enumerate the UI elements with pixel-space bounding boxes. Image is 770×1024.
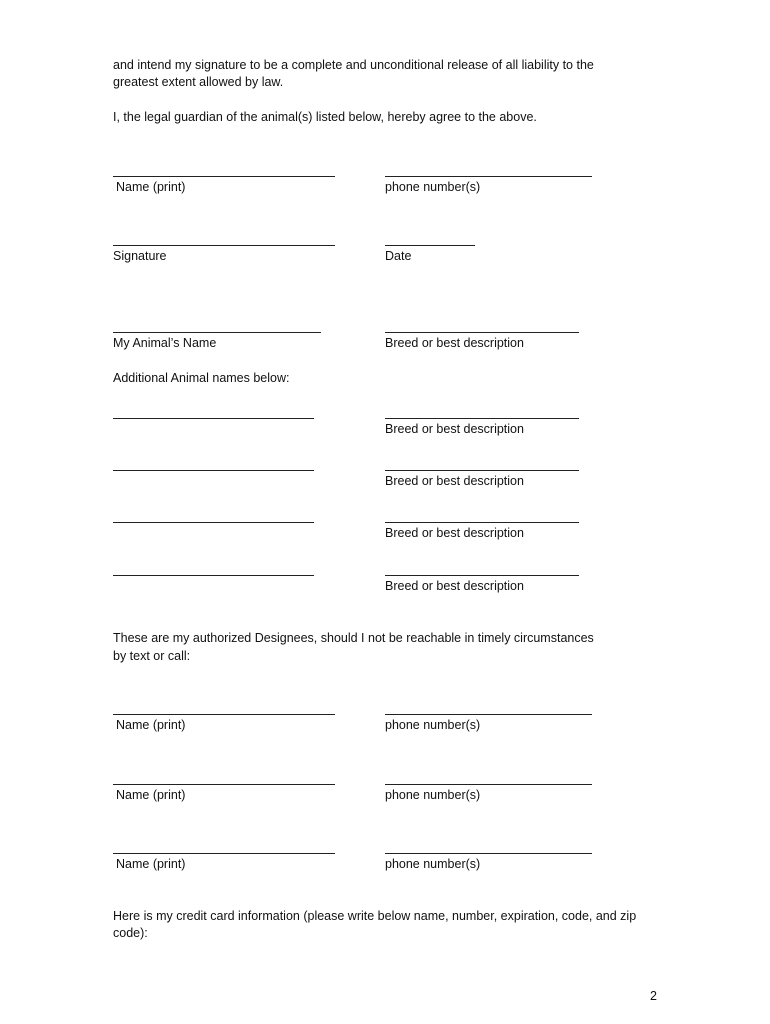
additional-animal-breed-label: Breed or best description — [385, 474, 524, 488]
designee-name-field[interactable] — [113, 714, 335, 715]
additional-animal-breed-label: Breed or best description — [385, 422, 524, 436]
credit-card-text-line-1: Here is my credit card information (please write below name, number, expiration, code, and zip — [113, 909, 637, 923]
designee-name-label: Name (print) — [116, 788, 186, 802]
additional-animal-breed-field[interactable] — [385, 470, 579, 471]
credit-card-text-line-2: code): — [113, 926, 148, 940]
designee-phone-label: phone number(s) — [385, 857, 481, 871]
additional-animal-breed-field[interactable] — [385, 575, 579, 576]
my-animal-name-field[interactable] — [113, 332, 321, 333]
guardian-phone-field[interactable] — [385, 176, 592, 177]
additional-animal-name-field[interactable] — [113, 575, 314, 576]
additional-animal-breed-field[interactable] — [385, 418, 579, 419]
release-text-line-2: greatest extent allowed by law. — [113, 75, 284, 89]
additional-animal-breed-field[interactable] — [385, 522, 579, 523]
additional-animal-breed-label: Breed or best description — [385, 579, 524, 593]
guardian-phone-label: phone number(s) — [385, 180, 481, 194]
signature-field[interactable] — [113, 245, 335, 246]
signature-label: Signature — [113, 249, 167, 263]
designee-phone-field[interactable] — [385, 853, 592, 854]
designee-phone-label: phone number(s) — [385, 788, 481, 802]
my-animal-name-label: My Animal’s Name — [113, 336, 217, 350]
guardian-name-label: Name (print) — [116, 180, 186, 194]
my-animal-breed-field[interactable] — [385, 332, 579, 333]
additional-animal-breed-label: Breed or best description — [385, 526, 524, 540]
agreement-text: I, the legal guardian of the animal(s) listed below, hereby agree to the above. — [113, 110, 537, 124]
guardian-name-field[interactable] — [113, 176, 335, 177]
designee-name-label: Name (print) — [116, 857, 186, 871]
page-number: 2 — [650, 989, 657, 1003]
designee-phone-field[interactable] — [385, 784, 592, 785]
date-label: Date — [385, 249, 412, 263]
designee-phone-label: phone number(s) — [385, 718, 481, 732]
designee-name-field[interactable] — [113, 784, 335, 785]
additional-animal-name-field[interactable] — [113, 470, 314, 471]
designees-text-line-2: by text or call: — [113, 649, 191, 663]
designee-phone-field[interactable] — [385, 714, 592, 715]
additional-animal-name-field[interactable] — [113, 418, 314, 419]
additional-animals-heading: Additional Animal names below: — [113, 371, 290, 385]
release-text-line-1: and intend my signature to be a complete and unconditional release of all liability to the — [113, 58, 594, 72]
designee-name-field[interactable] — [113, 853, 335, 854]
date-field[interactable] — [385, 245, 475, 246]
my-animal-breed-label: Breed or best description — [385, 336, 524, 350]
designee-name-label: Name (print) — [116, 718, 186, 732]
designees-text-line-1: These are my authorized Designees, should I not be reachable in timely circumstances — [113, 631, 594, 645]
additional-animal-name-field[interactable] — [113, 522, 314, 523]
